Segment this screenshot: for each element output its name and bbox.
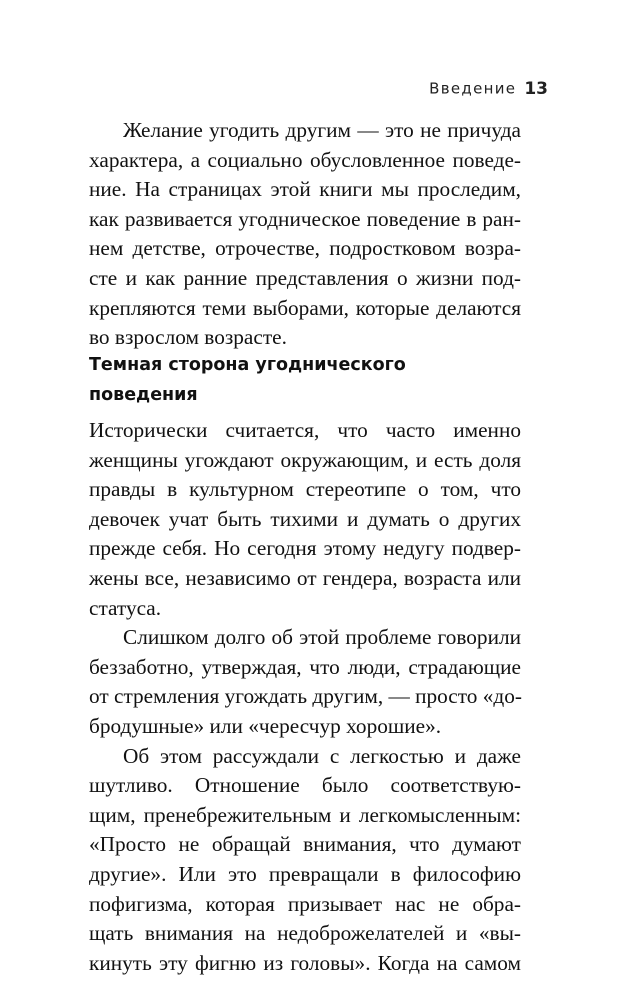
text-line: девочек учат быть тихими и думать о других <box>89 506 521 531</box>
text-line: «Просто не обращай внимания, что думают <box>89 832 521 857</box>
text-line: кинуть эту фигню из головы». Когда на самом <box>89 950 521 975</box>
text-line: пофигизма, которая призывает нас не обра- <box>89 891 521 916</box>
running-header <box>429 78 548 102</box>
text-line: как развивается угодническое поведение в ран- <box>89 206 521 231</box>
text-line: крепляются теми выборами, которые делаются <box>89 295 521 320</box>
text-line: прежде себя. Но сегодня этому недугу подвер- <box>89 536 521 561</box>
heading-line: Темная сторона угоднического <box>89 355 406 375</box>
text-line: Желание угодить другим — это не причуда <box>123 118 521 142</box>
text-line: правды в культурном стереотипе о том, что <box>89 477 521 502</box>
paragraph-body <box>89 416 521 978</box>
section-title: Введение <box>429 79 517 98</box>
page-number: 13 <box>524 78 548 99</box>
text-line: Слишком долго об этой проблеме говорили <box>123 625 521 650</box>
text-line: другие». Или это превращали в философию <box>89 861 521 886</box>
text-line: щим, пренебрежительным и легкомысленным: <box>89 802 521 827</box>
text-line: Исторически считается, что часто именно <box>89 418 521 442</box>
text-line: беззаботно, утверждая, что люди, страдающие <box>89 654 521 679</box>
heading-line: поведения <box>89 385 198 405</box>
text-line: характера, а социально обусловленное поведе- <box>89 147 521 172</box>
text-line: во взрослом возрасте. <box>89 325 287 350</box>
section-heading <box>89 350 521 410</box>
text-line: нем детстве, отрочестве, подростковом возра- <box>89 236 521 261</box>
text-line: женщины угождают окружающим, и есть доля <box>89 447 521 472</box>
text-line: статуса. <box>89 595 162 620</box>
text-line: ние. На страницах этой книги мы проследим, <box>89 177 521 202</box>
text-line: от стремления угождать другим, — просто «до- <box>89 684 522 709</box>
text-line: щать внимания на недоброжелателей и «вы- <box>89 921 521 946</box>
text-line: жены все, независимо от гендера, возраста или <box>89 565 521 590</box>
paragraph-intro <box>89 116 521 353</box>
text-line: сте и как ранние представления о жизни под- <box>89 265 521 290</box>
text-line: Об этом рассуждали с легкостью и даже <box>123 743 521 768</box>
text-line: шутливо. Отношение было соответствую- <box>89 773 521 798</box>
text-line: бродушные» или «чересчур хорошие». <box>89 713 442 738</box>
